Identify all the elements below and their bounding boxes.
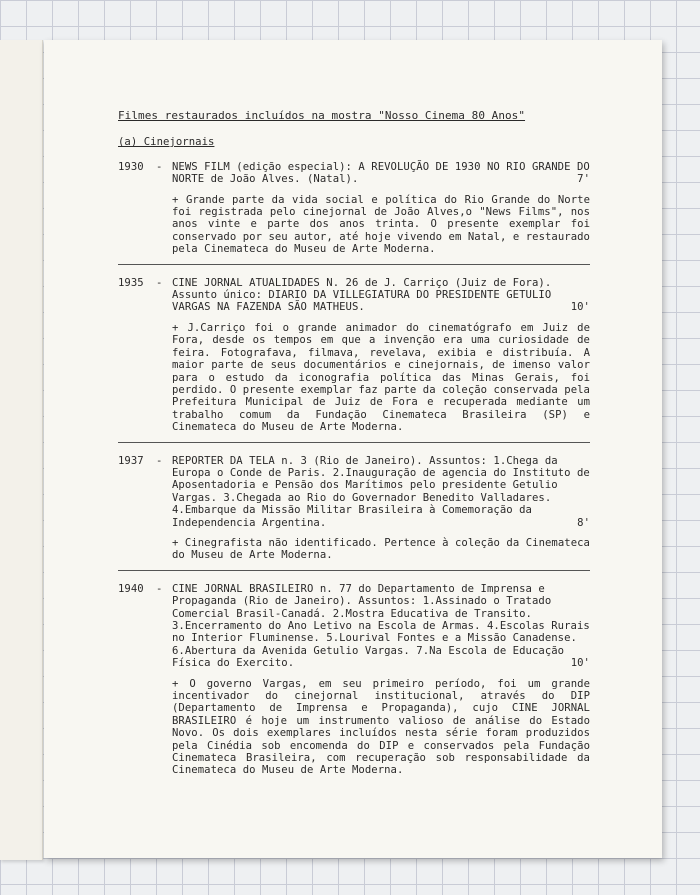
document-title: Filmes restaurados incluídos na mostra "Nosso Cinema 80 Anos" (118, 109, 526, 122)
entry-year: 1937 (118, 454, 144, 467)
entry-note: + Grande parte da vida social e política do Rio Grande do Norte foi registrada pelo cinejornal de João Alves,o "News Films", nos anos vinte e parte dos anos trinta. O presente exemplar foi conservado por seu autor, até hoje vivendo em Natal, e restaurado pela Cinemateca do Museu de Arte Moderna. (172, 193, 590, 256)
entry-1937 (118, 455, 590, 562)
entry-separator (118, 442, 590, 443)
entry-heading (172, 161, 590, 186)
entry-note: + O governo Vargas, em seu primeiro período, foi um grande incentivador do cinejornal institucional, através do DIP (Departamento de Imprensa e Propaganda), cujo CINE JORNAL BRASILEIRO é hoje um instrumento valioso de análise do Estado Novo. Os dois exemplares incluídos nesta série foram produzidos pela Cinédia sob encomenda do DIP e conservados pela Fundação Cinemateca Brasileira, com recuperação sob responsabilidade da Cinemateca do Museu de Arte Moderna. (172, 677, 590, 777)
section-heading: (a) Cinejornais (118, 136, 215, 149)
entry-duration: 10' (570, 657, 590, 670)
document-body (118, 108, 590, 777)
entry-separator (118, 264, 590, 265)
entry-body (172, 161, 590, 256)
entry-body (172, 583, 590, 777)
entry-dash: - (156, 454, 163, 467)
entry-dash: - (156, 276, 163, 289)
entry-heading (172, 455, 590, 529)
entry-1935 (118, 277, 590, 434)
entry-1940 (118, 583, 590, 777)
entry-year: 1940 (118, 582, 144, 595)
entry-duration: 8' (577, 516, 590, 529)
entry-note: + Cinegrafista não identificado. Pertence à coleção da Cinemateca do Museu de Arte Moderna. (172, 536, 590, 562)
entry-note: + J.Carriço foi o grande animador do cinematógrafo em Juiz de Fora, desde os tempos em que a invenção era uma curiosidade de feira. Fotografava, filmava, revelava, exibia e distribuía. A maior parte de seus documentários e cinejornais, de imenso valor para o estudo da iconografia política das Minas Gerais, foi perdido. O presente exemplar faz parte da coleção conservada pela Prefeitura Municipal de Juiz de Fora e recuperada mediante um trabalho comum da Fundação Cinemateca Brasileira (SP) e Cinemateca do Museu de Arte Moderna. (172, 321, 590, 434)
entry-heading-text: NEWS FILM (edição especial): A REVOLUÇÃO DE 1930 NO RIO GRANDE DO NORTE de João Alves. (Natal). (172, 160, 590, 186)
entry-dash: - (156, 160, 163, 173)
entry-year: 1930 (118, 160, 144, 173)
entry-heading-text: CINE JORNAL BRASILEIRO n. 77 do Departamento de Imprensa e Propaganda (Rio de Janeiro). Assuntos: 1.Assinado o Tratado Comercial Brasil-Canadá. 2.Mostra Educativa de Transito. 3.Encerramento do Ano Letivo na Escola de Armas. 4.Escolas Rurais no Interior Fluminense. 5.Lourival Fontes e a Missão Canadense. 6.Abertura da Avenida Getulio Vargas. 7.Na Escola de Educação Física do Exercito. (172, 582, 590, 670)
entry-1930 (118, 161, 590, 256)
entry-body (172, 277, 590, 434)
entry-dash: - (156, 582, 163, 595)
entry-duration: 7' (577, 173, 590, 186)
entry-duration: 10' (570, 301, 590, 314)
entry-year: 1935 (118, 276, 144, 289)
back-page-edge (0, 40, 43, 860)
entry-heading-text: REPORTER DA TELA n. 3 (Rio de Janeiro). Assuntos: 1.Chega da Europa o Conde de Paris. 2.Inauguração de agencia do Instituto de Aposentadoria e Pensão dos Marítimos pelo presidente Getulio Vargas. 3.Chegada ao Rio do Governador Benedito Valladares. 4.Embarque da Missão Militar Brasileira à Comemoração da Independencia Argentina. (172, 454, 590, 529)
entry-heading (172, 583, 590, 670)
entry-heading (172, 277, 590, 314)
entry-heading-text: CINE JORNAL ATUALIDADES N. 26 de J. Carriço (Juiz de Fora). Assunto único: DIARIO DA VILLEGIATURA DO PRESIDENTE GETULIO VARGAS NA FAZENDA SÃO MATHEUS. (172, 276, 552, 314)
entry-body (172, 455, 590, 562)
entry-separator (118, 570, 590, 571)
